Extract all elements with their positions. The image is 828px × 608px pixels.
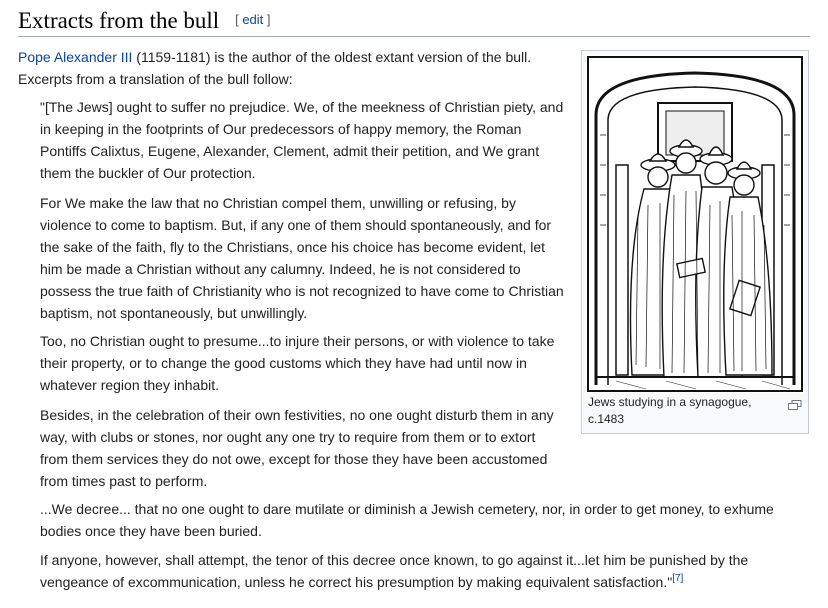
woodcut-image[interactable] xyxy=(586,55,804,393)
thumbnail-caption: Jews studying in a synagogue, c.1483 xyxy=(588,395,752,426)
quote-paragraph: Besides, in the celebration of their own festivities, no one ought disturb them in any way, with clubs or stones, nor ought any one try to require from them or to extort from them services they do not owe, except for those they have been accustomed from times past to perform. xyxy=(40,407,554,489)
quote-paragraph: If anyone, however, shall attempt, the tenor of this decree once known, to go against it...let him be punished by the vengeance of excommunication, unless he correct his presumption by making equivalent satisfaction."[7] xyxy=(40,552,749,590)
quote-paragraph: "[The Jews] ought to suffer no prejudice. We, of the meekness of Christian piety, and in keeping in the footprints of Our predecessors of happy memory, the Roman Pontiffs Calixtus, Eugene, Alexander, Clement, admit their petition, and We grant them the buckler of Our protection. xyxy=(40,99,564,181)
magnify-icon[interactable] xyxy=(788,397,802,407)
citation-link[interactable]: [7] xyxy=(672,573,684,584)
section-heading xyxy=(18,6,810,37)
pope-alexander-link[interactable]: Pope Alexander III xyxy=(18,49,133,65)
quote-paragraph: ...We decree... that no one ought to dare mutilate or diminish a Jewish cemetery, nor, in order to get money, to exhume bodies once they have been buried. xyxy=(40,501,774,539)
edit-section: [ edit ] xyxy=(235,12,271,27)
quote-paragraph: Too, no Christian ought to presume...to injure their persons, or with violence to take their property, or to change the good customs which they have had until now in whatever region they inhabit. xyxy=(40,333,555,393)
quote-paragraph: For We make the law that no Christian compel them, unwilling or refusing, by violence to come to baptism. But, if any one of them should spontaneously, and for the sake of the faith, fly to the Christians, once his choice has become evident, let him be made a Christian without any calumny. Indeed, he is not considered to possess the true faith of Christianity who is not recognized to have come to Christian baptism, not spontaneously, but unwillingly. xyxy=(40,195,564,321)
thumbnail xyxy=(581,50,809,434)
edit-link[interactable]: edit xyxy=(242,12,264,27)
intro-paragraph: Pope Alexander III (1159-1181) is the author of the oldest extant version of the bull. Excerpts from a translation of the bull follow: xyxy=(18,49,532,87)
section-title: Extracts from the bull xyxy=(18,8,220,33)
